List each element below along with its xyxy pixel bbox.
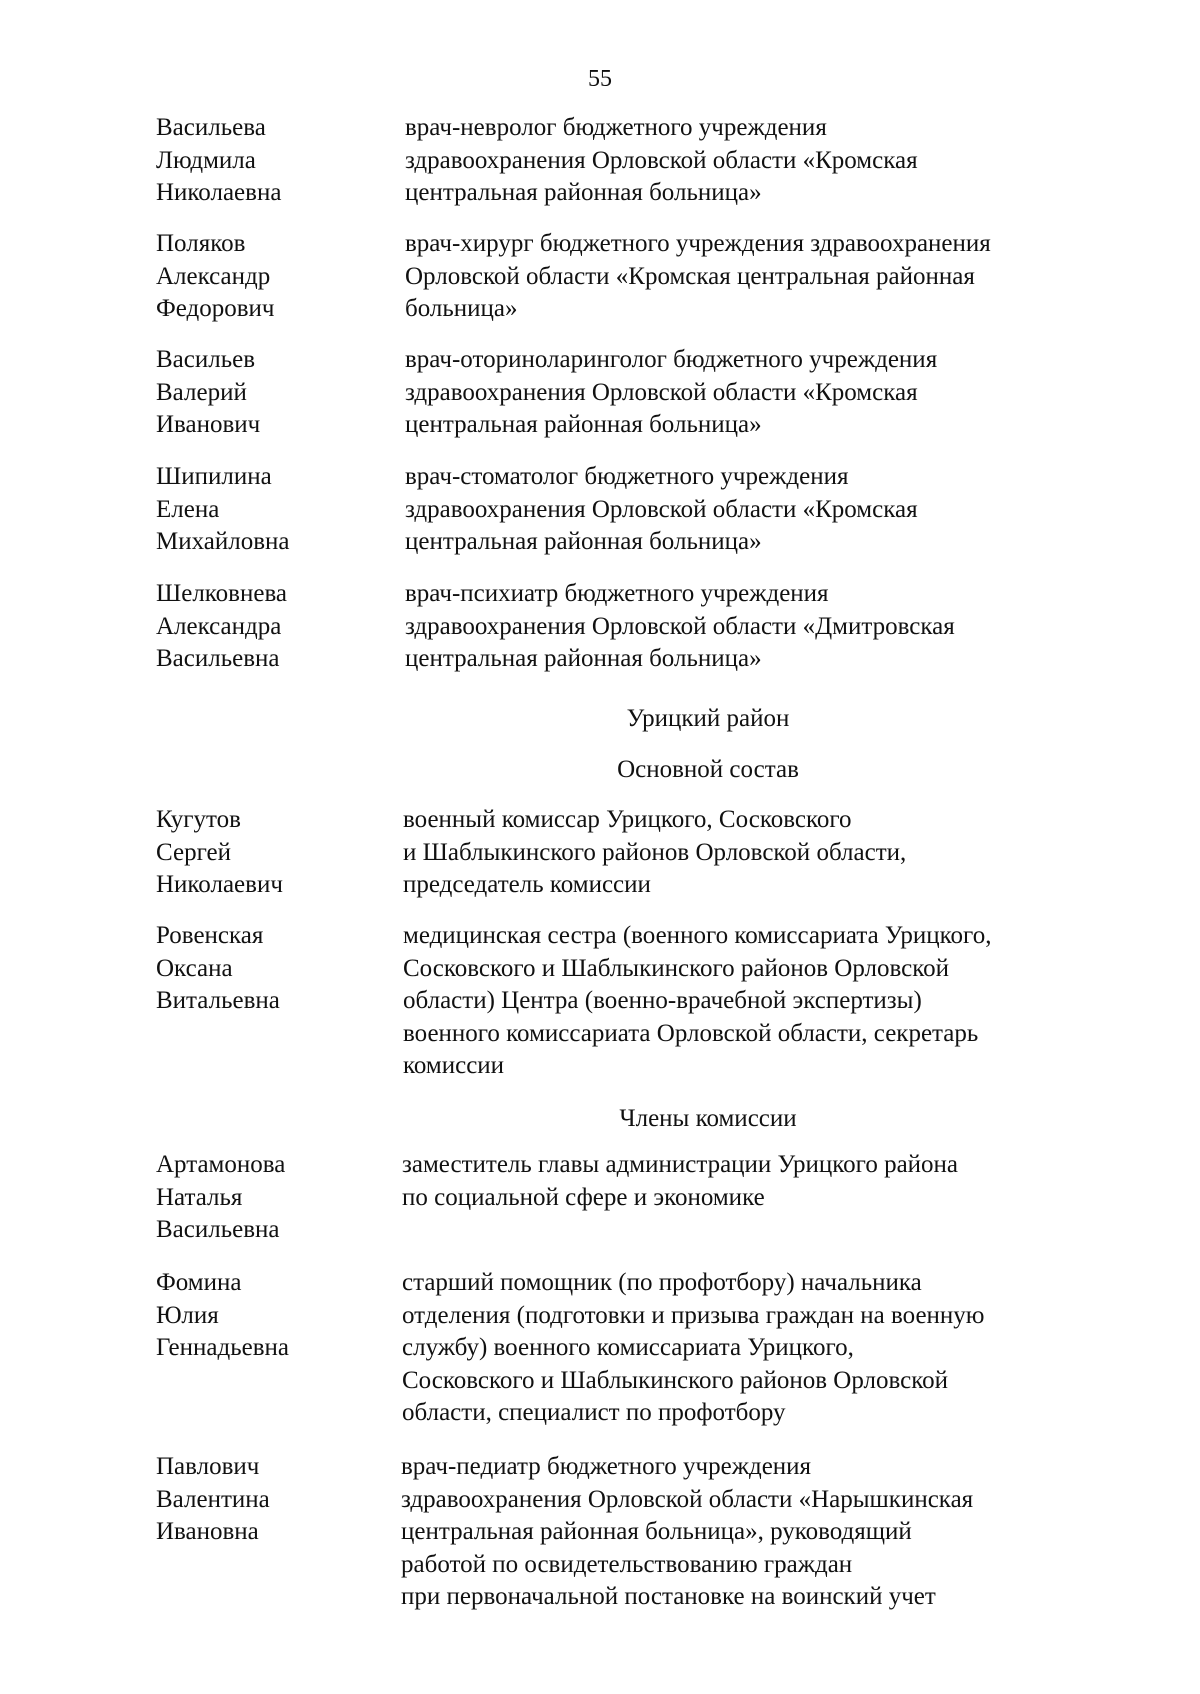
member-entry	[156, 920, 1096, 1083]
surname: Васильев	[156, 346, 256, 373]
member-entry	[156, 1149, 1096, 1247]
patronymic: Николаевич	[156, 871, 283, 898]
first-name: Оксана	[156, 954, 233, 982]
member-name	[156, 1149, 408, 1247]
first-name: Александр	[156, 262, 271, 290]
first-name: Елена	[156, 495, 220, 523]
patronymic: Николаевна	[156, 179, 282, 206]
district-heading: Урицкий район	[626, 705, 790, 732]
patronymic: Геннадьевна	[156, 1334, 289, 1361]
member-name	[156, 344, 408, 442]
member-name	[156, 112, 408, 210]
page-number: 55	[588, 66, 612, 92]
member-position: заместитель главы администрации Урицкого района по социальной сфере и экономике	[402, 1151, 959, 1211]
patronymic: Михайловна	[156, 528, 290, 555]
member-position: врач-педиатр бюджетного учреждения здравоохранения Орловской области «Нарышкинская центральная районная больница», руководящий работой по освидетельствованию граждан при первоначальной постановке на воинский учет	[401, 1453, 974, 1610]
member-entry	[156, 1451, 1096, 1614]
patronymic: Ивановна	[156, 1518, 259, 1545]
member-position: врач-стоматолог бюджетного учреждения здравоохранения Орловской области «Кромская центральная районная больница»	[405, 463, 918, 555]
member-name	[156, 1267, 408, 1430]
member-entry	[156, 461, 1096, 559]
member-position: врач-оториноларинголог бюджетного учреждения здравоохранения Орловской области «Кромская центральная районная больница»	[405, 346, 938, 438]
member-position: врач-невролог бюджетного учреждения здравоохранения Орловской области «Кромская центральная районная больница»	[405, 114, 918, 206]
first-name: Сергей	[156, 838, 231, 866]
member-entry	[156, 112, 1096, 210]
first-name: Юлия	[156, 1301, 219, 1329]
surname: Фомина	[156, 1269, 242, 1296]
members-heading: Члены комиссии	[619, 1105, 797, 1132]
surname: Павлович	[156, 1453, 260, 1480]
member-position: старший помощник (по профотбору) начальника отделения (подготовки и призыва граждан на военную службу) военного комиссариата Урицкого, Сосковского и Шаблыкинского районов Орловской области, специалист по профотбору	[402, 1269, 985, 1426]
member-entry	[156, 1267, 1096, 1430]
member-name	[156, 461, 408, 559]
member-entry	[156, 344, 1096, 442]
surname: Шелковнева	[156, 580, 288, 607]
member-position: медицинская сестра (военного комиссариата Урицкого, Сосковского и Шаблыкинского районов Орловской области) Центра (военно-врачебной экспертизы) военного комиссариата Орловской области, секретарь комиссии	[403, 922, 992, 1079]
surname: Васильева	[156, 114, 266, 141]
first-name: Александра	[156, 612, 282, 640]
surname: Поляков	[156, 230, 246, 257]
member-name	[156, 920, 408, 1083]
patronymic: Васильевна	[156, 645, 280, 672]
member-position: врач-психиатр бюджетного учреждения здравоохранения Орловской области «Дмитровская центральная районная больница»	[405, 580, 955, 672]
member-position: военный комиссар Урицкого, Сосковского и Шаблыкинского районов Орловской области, председатель комиссии	[403, 806, 907, 898]
surname: Ровенская	[156, 922, 264, 949]
patronymic: Васильевна	[156, 1216, 280, 1243]
member-name	[156, 228, 408, 326]
member-position: врач-хирург бюджетного учреждения здравоохранения Орловской области «Кромская центральная районная больница»	[405, 230, 991, 322]
first-name: Наталья	[156, 1183, 243, 1211]
first-name: Валентина	[156, 1485, 270, 1513]
patronymic: Федорович	[156, 295, 275, 322]
member-entry	[156, 804, 1096, 902]
member-name	[156, 804, 408, 902]
main-composition-heading: Основной состав	[617, 756, 799, 783]
patronymic: Витальевна	[156, 987, 280, 1014]
member-entry	[156, 578, 1096, 676]
member-entry	[156, 228, 1096, 326]
surname: Шипилина	[156, 463, 272, 490]
first-name: Валерий	[156, 378, 247, 406]
member-name	[156, 1451, 408, 1614]
member-name	[156, 578, 408, 676]
surname: Артамонова	[156, 1151, 286, 1178]
patronymic: Иванович	[156, 411, 261, 438]
surname: Кугутов	[156, 806, 241, 833]
first-name: Людмила	[156, 146, 256, 174]
